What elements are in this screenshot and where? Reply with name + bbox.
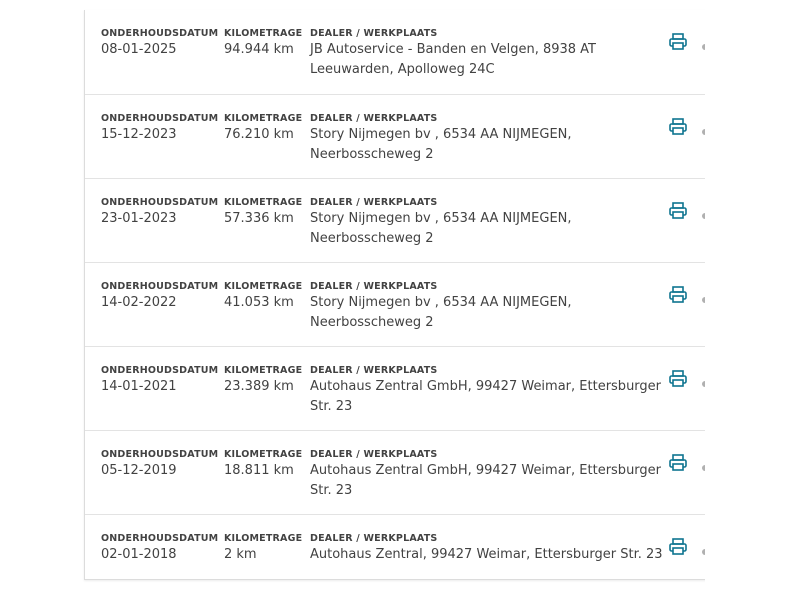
maintenance-record-row (85, 178, 706, 263)
maintenance-record-row (85, 514, 706, 579)
dealer-value: Story Nijmegen bv , 6534 AA NIJMEGEN, Neerbosscheweg 2 (310, 211, 572, 246)
mileage-label: KILOMETRAGE (224, 28, 303, 39)
maintenance-date: 15-12-2023 (101, 127, 177, 142)
dealer-label: DEALER / WERKPLAATS (310, 449, 438, 460)
dealer-value: JB Autoservice - Banden en Velgen, 8938 AT Leeuwarden, Apolloweg 24C (310, 42, 596, 77)
maintenance-record-row (85, 346, 706, 431)
printer-icon[interactable] (668, 537, 688, 557)
maintenance-date: 02-01-2018 (101, 547, 177, 562)
dealer-label: DEALER / WERKPLAATS (310, 197, 438, 208)
mileage-label: KILOMETRAGE (224, 449, 303, 460)
dealer-value: Story Nijmegen bv , 6534 AA NIJMEGEN, Neerbosscheweg 2 (310, 295, 572, 330)
maintenance-history-list (84, 10, 725, 580)
mileage-value: 18.811 km (224, 463, 294, 478)
mileage-label: KILOMETRAGE (224, 197, 303, 208)
viewport-edge (705, 0, 788, 591)
mileage-value: 23.389 km (224, 379, 294, 394)
maintenance-date: 05-12-2019 (101, 463, 177, 478)
maintenance-record-row (85, 94, 706, 179)
printer-icon[interactable] (668, 453, 688, 473)
dealer-label: DEALER / WERKPLAATS (310, 533, 438, 544)
maintenance-date: 14-01-2021 (101, 379, 177, 394)
maintenance-record-row (85, 262, 706, 347)
mileage-value: 57.336 km (224, 211, 294, 226)
mileage-value: 76.210 km (224, 127, 294, 142)
dealer-label: DEALER / WERKPLAATS (310, 365, 438, 376)
dealer-label: DEALER / WERKPLAATS (310, 281, 438, 292)
maintenance-date: 23-01-2023 (101, 211, 177, 226)
mileage-value: 41.053 km (224, 295, 294, 310)
date-label: ONDERHOUDSDATUM (101, 28, 219, 39)
dealer-value: Autohaus Zentral, 99427 Weimar, Ettersburger Str. 23 (310, 547, 663, 562)
dealer-value: Autohaus Zentral GmbH, 99427 Weimar, Ettersburger Str. 23 (310, 463, 662, 498)
date-label: ONDERHOUDSDATUM (101, 449, 219, 460)
date-label: ONDERHOUDSDATUM (101, 533, 219, 544)
dealer-value: Autohaus Zentral GmbH, 99427 Weimar, Ettersburger Str. 23 (310, 379, 662, 414)
maintenance-record-row (85, 430, 706, 515)
printer-icon[interactable] (668, 117, 688, 137)
dealer-value: Story Nijmegen bv , 6534 AA NIJMEGEN, Neerbosscheweg 2 (310, 127, 572, 162)
mileage-label: KILOMETRAGE (224, 365, 303, 376)
printer-icon[interactable] (668, 32, 688, 52)
mileage-label: KILOMETRAGE (224, 533, 303, 544)
date-label: ONDERHOUDSDATUM (101, 197, 219, 208)
mileage-value: 2 km (224, 547, 257, 562)
mileage-label: KILOMETRAGE (224, 113, 303, 124)
dealer-label: DEALER / WERKPLAATS (310, 28, 438, 39)
maintenance-date: 08-01-2025 (101, 42, 177, 57)
mileage-value: 94.944 km (224, 42, 294, 57)
date-label: ONDERHOUDSDATUM (101, 365, 219, 376)
date-label: ONDERHOUDSDATUM (101, 281, 219, 292)
maintenance-date: 14-02-2022 (101, 295, 177, 310)
mileage-label: KILOMETRAGE (224, 281, 303, 292)
printer-icon[interactable] (668, 201, 688, 221)
date-label: ONDERHOUDSDATUM (101, 113, 219, 124)
dealer-label: DEALER / WERKPLAATS (310, 113, 438, 124)
printer-icon[interactable] (668, 285, 688, 305)
printer-icon[interactable] (668, 369, 688, 389)
maintenance-record-row (85, 10, 706, 94)
